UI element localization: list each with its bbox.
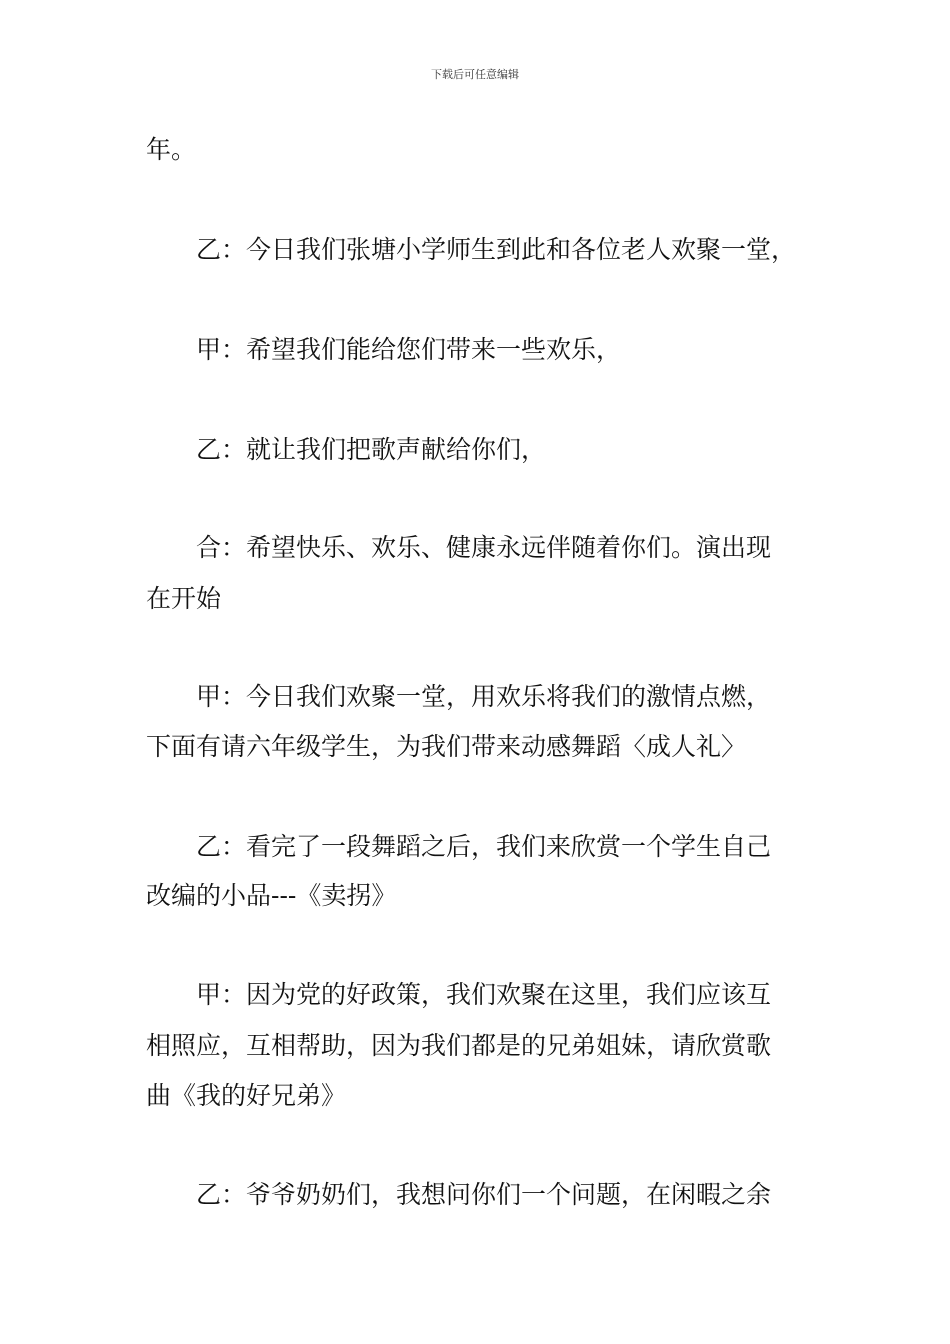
text-line: 曲《我的好兄弟》 (146, 1081, 347, 1110)
text-line: 年。 (146, 135, 197, 164)
page-header-note: 下载后可任意编辑 (431, 68, 519, 81)
text-line: 乙：爷爷奶奶们，我想问你们一个问题，在闲暇之余 (146, 1180, 772, 1209)
text-line: 在开始 (146, 584, 222, 613)
text-line: 乙：就让我们把歌声献给你们， (146, 435, 547, 464)
text-line: 甲：因为党的好政策，我们欢聚在这里，我们应该互 (146, 980, 772, 1009)
text-line: 相照应，互相帮助，因为我们都是的兄弟姐妹，请欣赏歌 (146, 1031, 772, 1060)
text-line: 乙：今日我们张塘小学师生到此和各位老人欢聚一堂， (146, 235, 797, 264)
text-line: 甲：希望我们能给您们带来一些欢乐， (146, 335, 622, 364)
text-line: 乙：看完了一段舞蹈之后，我们来欣赏一个学生自己 (146, 832, 772, 861)
text-line: 甲：今日我们欢聚一堂，用欢乐将我们的激情点燃， (146, 682, 772, 711)
text-line: 下面有请六年级学生，为我们带来动感舞蹈〈成人礼〉 (146, 732, 747, 761)
text-line: 改编的小品---《卖拐》 (146, 881, 397, 910)
text-line: 合：希望快乐、欢乐、健康永远伴随着你们。演出现 (146, 533, 772, 562)
